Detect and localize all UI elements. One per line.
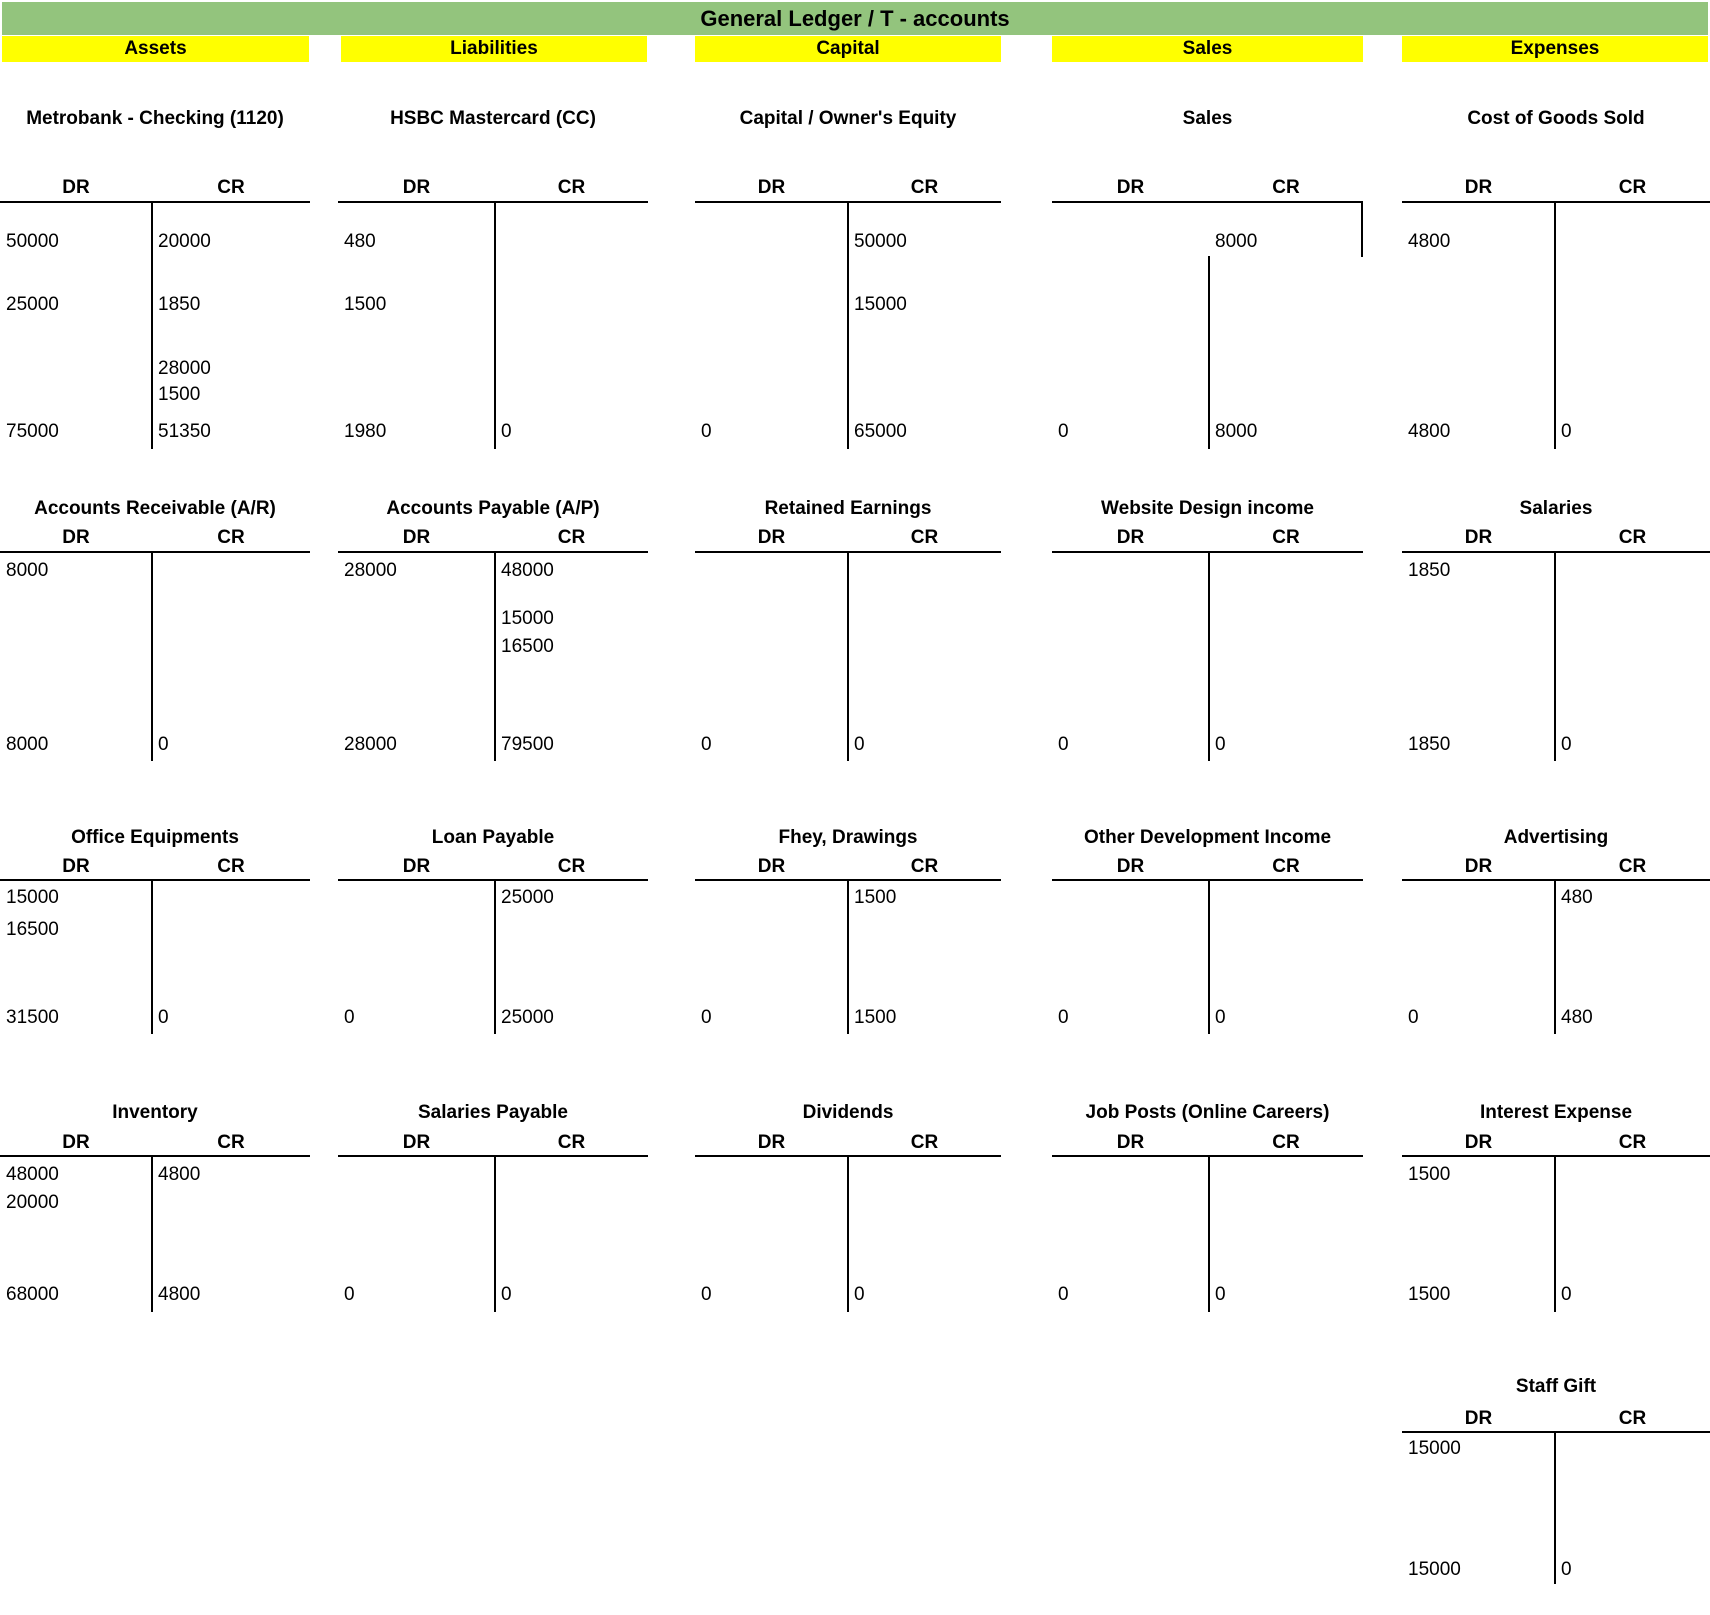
cr-total: 0 (1561, 1559, 1572, 1580)
cr-column-header: CR (1272, 177, 1300, 198)
cr-column-header: CR (1618, 177, 1647, 198)
dr-total: 1500 (1408, 1284, 1451, 1305)
dr-column-header: DR (1116, 177, 1145, 198)
dr-column-header: DR (1464, 1132, 1493, 1153)
account-title: Website Design income (1101, 498, 1314, 519)
dr-column-header: DR (1464, 177, 1493, 198)
t-account-divider (847, 1155, 849, 1312)
cr-entry: 50000 (854, 231, 907, 252)
dr-entry: 16500 (6, 919, 59, 940)
t-account-divider (494, 551, 496, 761)
dr-total: 28000 (344, 734, 397, 755)
cr-entry: 8000 (1215, 231, 1258, 252)
cr-entry: 16500 (501, 636, 554, 657)
dr-total: 1850 (1408, 734, 1451, 755)
cr-total: 8000 (1215, 421, 1258, 442)
t-account-divider (847, 201, 849, 449)
t-account-top-rule (1052, 201, 1363, 203)
t-account-divider (1208, 1155, 1210, 1312)
t-account-divider (1208, 879, 1210, 1034)
account-title: Interest Expense (1479, 1102, 1633, 1123)
cr-column-header: CR (557, 1132, 586, 1153)
account-title: Capital / Owner's Equity (739, 108, 957, 129)
cr-total: 0 (854, 734, 865, 755)
cr-total: 79500 (501, 734, 554, 755)
cr-column-header: CR (1272, 527, 1300, 548)
dr-total: 68000 (6, 1284, 59, 1305)
cr-entry: 15000 (854, 294, 907, 315)
dr-total: 4800 (1408, 421, 1451, 442)
cr-entry: 480 (1561, 887, 1593, 908)
cr-entry: 28000 (158, 358, 211, 379)
cr-entry: 48000 (501, 560, 554, 581)
cr-total: 4800 (158, 1284, 201, 1305)
dr-total: 0 (344, 1007, 355, 1028)
dr-entry: 28000 (344, 560, 397, 581)
account-title: Retained Earnings (764, 498, 932, 519)
dr-entry: 25000 (6, 294, 59, 315)
account-title: Accounts Payable (A/P) (386, 498, 600, 519)
dr-entry: 4800 (1408, 231, 1451, 252)
cr-column-header: CR (217, 527, 245, 548)
cr-total: 0 (501, 1284, 512, 1305)
t-account-top-rule (1402, 551, 1710, 553)
sheet-title-bar (2, 2, 1708, 35)
cr-total: 51350 (158, 421, 211, 442)
account-title: Inventory (112, 1102, 198, 1123)
t-account-top-rule (338, 879, 648, 881)
cr-entry: 1500 (854, 887, 897, 908)
account-title: Job Posts (Online Careers) (1085, 1102, 1330, 1123)
cr-entry: 1500 (158, 384, 201, 405)
cr-column-header: CR (910, 1132, 939, 1153)
cr-total: 0 (158, 1007, 169, 1028)
t-account-divider (847, 551, 849, 761)
dr-column-header: DR (757, 527, 786, 548)
dr-column-header: DR (402, 1132, 431, 1153)
dr-entry: 20000 (6, 1192, 59, 1213)
category-header-expenses: Expenses (1402, 36, 1708, 62)
dr-column-header: DR (1464, 527, 1493, 548)
dr-entry: 8000 (6, 560, 49, 581)
dr-total: 0 (701, 734, 712, 755)
account-title: Sales (1182, 108, 1233, 129)
dr-entry: 50000 (6, 231, 59, 252)
t-account-top-rule (1402, 1431, 1710, 1433)
cr-entry: 1850 (158, 294, 201, 315)
t-account-divider (1554, 201, 1556, 449)
account-title: Metrobank - Checking (1120) (26, 108, 284, 129)
cr-column-header: CR (1618, 1132, 1647, 1153)
cr-column-header: CR (557, 177, 586, 198)
cr-entry: 25000 (501, 887, 554, 908)
account-title: Cost of Goods Sold (1467, 108, 1645, 129)
cr-column-header: CR (1618, 856, 1647, 877)
cr-column-header: CR (217, 1132, 245, 1153)
cr-column-header: CR (910, 177, 939, 198)
t-account-divider (494, 879, 496, 1034)
cr-total: 1500 (854, 1007, 897, 1028)
dr-column-header: DR (1116, 527, 1145, 548)
t-account-divider (494, 201, 496, 449)
category-header-liabilities: Liabilities (341, 36, 647, 62)
dr-total: 75000 (6, 421, 59, 442)
t-account-divider (1554, 551, 1556, 761)
dr-total: 1980 (344, 421, 387, 442)
cr-column-header: CR (217, 856, 245, 877)
cr-total: 0 (1561, 421, 1572, 442)
account-title: Loan Payable (431, 827, 555, 848)
dr-total: 8000 (6, 734, 49, 755)
category-header-sales: Sales (1052, 36, 1363, 62)
t-account-divider (1554, 879, 1556, 1034)
account-title: Other Development Income (1083, 827, 1332, 848)
cr-entry: 4800 (158, 1164, 201, 1185)
cr-total: 25000 (501, 1007, 554, 1028)
t-account-top-rule (338, 201, 648, 203)
account-title: Accounts Receivable (A/R) (34, 498, 276, 519)
dr-column-header: DR (62, 1132, 90, 1153)
t-account-divider (1208, 551, 1210, 761)
t-account-top-rule (0, 1155, 310, 1157)
dr-column-header: DR (62, 856, 90, 877)
cr-total: 0 (1561, 734, 1572, 755)
cr-column-header: CR (910, 856, 939, 877)
t-account-divider (1554, 1155, 1556, 1312)
dr-entry: 48000 (6, 1164, 59, 1185)
cr-column-header: CR (910, 527, 939, 548)
dr-total: 0 (701, 1284, 712, 1305)
account-title: Office Equipments (71, 827, 239, 848)
account-title: Salaries (1519, 498, 1593, 519)
t-account-top-rule (0, 201, 310, 203)
dr-entry: 15000 (6, 887, 59, 908)
cr-total: 0 (158, 734, 169, 755)
t-account-top-rule (338, 1155, 648, 1157)
account-title: Salaries Payable (418, 1102, 568, 1123)
sheet-title: General Ledger / T - accounts (700, 5, 1010, 31)
dr-column-header: DR (1464, 856, 1493, 877)
dr-entry: 480 (344, 231, 376, 252)
cr-total: 65000 (854, 421, 907, 442)
t-account-divider (494, 1155, 496, 1312)
t-account-divider (847, 879, 849, 1034)
dr-total: 0 (1058, 1284, 1069, 1305)
account-title: Advertising (1503, 827, 1609, 848)
t-account-right-edge-line (1361, 201, 1363, 257)
cr-column-header: CR (1618, 527, 1647, 548)
dr-entry: 15000 (1408, 1438, 1461, 1459)
dr-total: 0 (1058, 421, 1069, 442)
dr-column-header: DR (402, 177, 431, 198)
t-account-divider (151, 1155, 153, 1312)
t-account-divider (151, 551, 153, 761)
dr-total: 0 (1058, 1007, 1069, 1028)
cr-total: 0 (1215, 734, 1226, 755)
cr-column-header: CR (217, 177, 245, 198)
cr-column-header: CR (1272, 856, 1300, 877)
dr-column-header: DR (1464, 1408, 1493, 1429)
t-account-top-rule (338, 551, 648, 553)
cr-total: 0 (1215, 1007, 1226, 1028)
dr-column-header: DR (1116, 1132, 1145, 1153)
dr-total: 0 (701, 421, 712, 442)
t-account-top-rule (0, 551, 310, 553)
dr-total: 31500 (6, 1007, 59, 1028)
cr-column-header: CR (557, 856, 586, 877)
cr-column-header: CR (1618, 1408, 1647, 1429)
category-header-capital: Capital (695, 36, 1001, 62)
dr-total: 0 (1408, 1007, 1419, 1028)
cr-column-header: CR (1272, 1132, 1300, 1153)
dr-column-header: DR (402, 856, 431, 877)
t-account-top-rule (1402, 879, 1710, 881)
t-account-divider (151, 201, 153, 449)
cr-total: 480 (1561, 1007, 1593, 1028)
cr-total: 0 (501, 421, 512, 442)
dr-column-header: DR (402, 527, 431, 548)
account-title: Staff Gift (1515, 1376, 1597, 1397)
category-header-assets: Assets (2, 36, 309, 62)
dr-column-header: DR (757, 856, 786, 877)
account-title: Dividends (802, 1102, 894, 1123)
t-account-divider (1208, 256, 1210, 449)
t-account-top-rule (1402, 201, 1710, 203)
dr-total: 0 (1058, 734, 1069, 755)
cr-total: 0 (1561, 1284, 1572, 1305)
cr-total: 0 (1215, 1284, 1226, 1305)
t-account-divider (151, 879, 153, 1034)
dr-column-header: DR (62, 527, 90, 548)
dr-column-header: DR (757, 1132, 786, 1153)
dr-total: 0 (701, 1007, 712, 1028)
cr-entry: 20000 (158, 231, 211, 252)
dr-entry: 1500 (344, 294, 387, 315)
cr-column-header: CR (557, 527, 586, 548)
account-title: Fhey, Drawings (778, 827, 918, 848)
t-account-divider (1554, 1431, 1556, 1584)
dr-entry: 1500 (1408, 1164, 1451, 1185)
dr-total: 0 (344, 1284, 355, 1305)
dr-column-header: DR (757, 177, 786, 198)
account-title: HSBC Mastercard (CC) (390, 108, 596, 129)
cr-total: 0 (854, 1284, 865, 1305)
t-account-top-rule (1402, 1155, 1710, 1157)
dr-total: 15000 (1408, 1559, 1461, 1580)
dr-column-header: DR (62, 177, 90, 198)
dr-entry: 1850 (1408, 560, 1451, 581)
dr-column-header: DR (1116, 856, 1145, 877)
t-account-top-rule (0, 879, 310, 881)
cr-entry: 15000 (501, 608, 554, 629)
